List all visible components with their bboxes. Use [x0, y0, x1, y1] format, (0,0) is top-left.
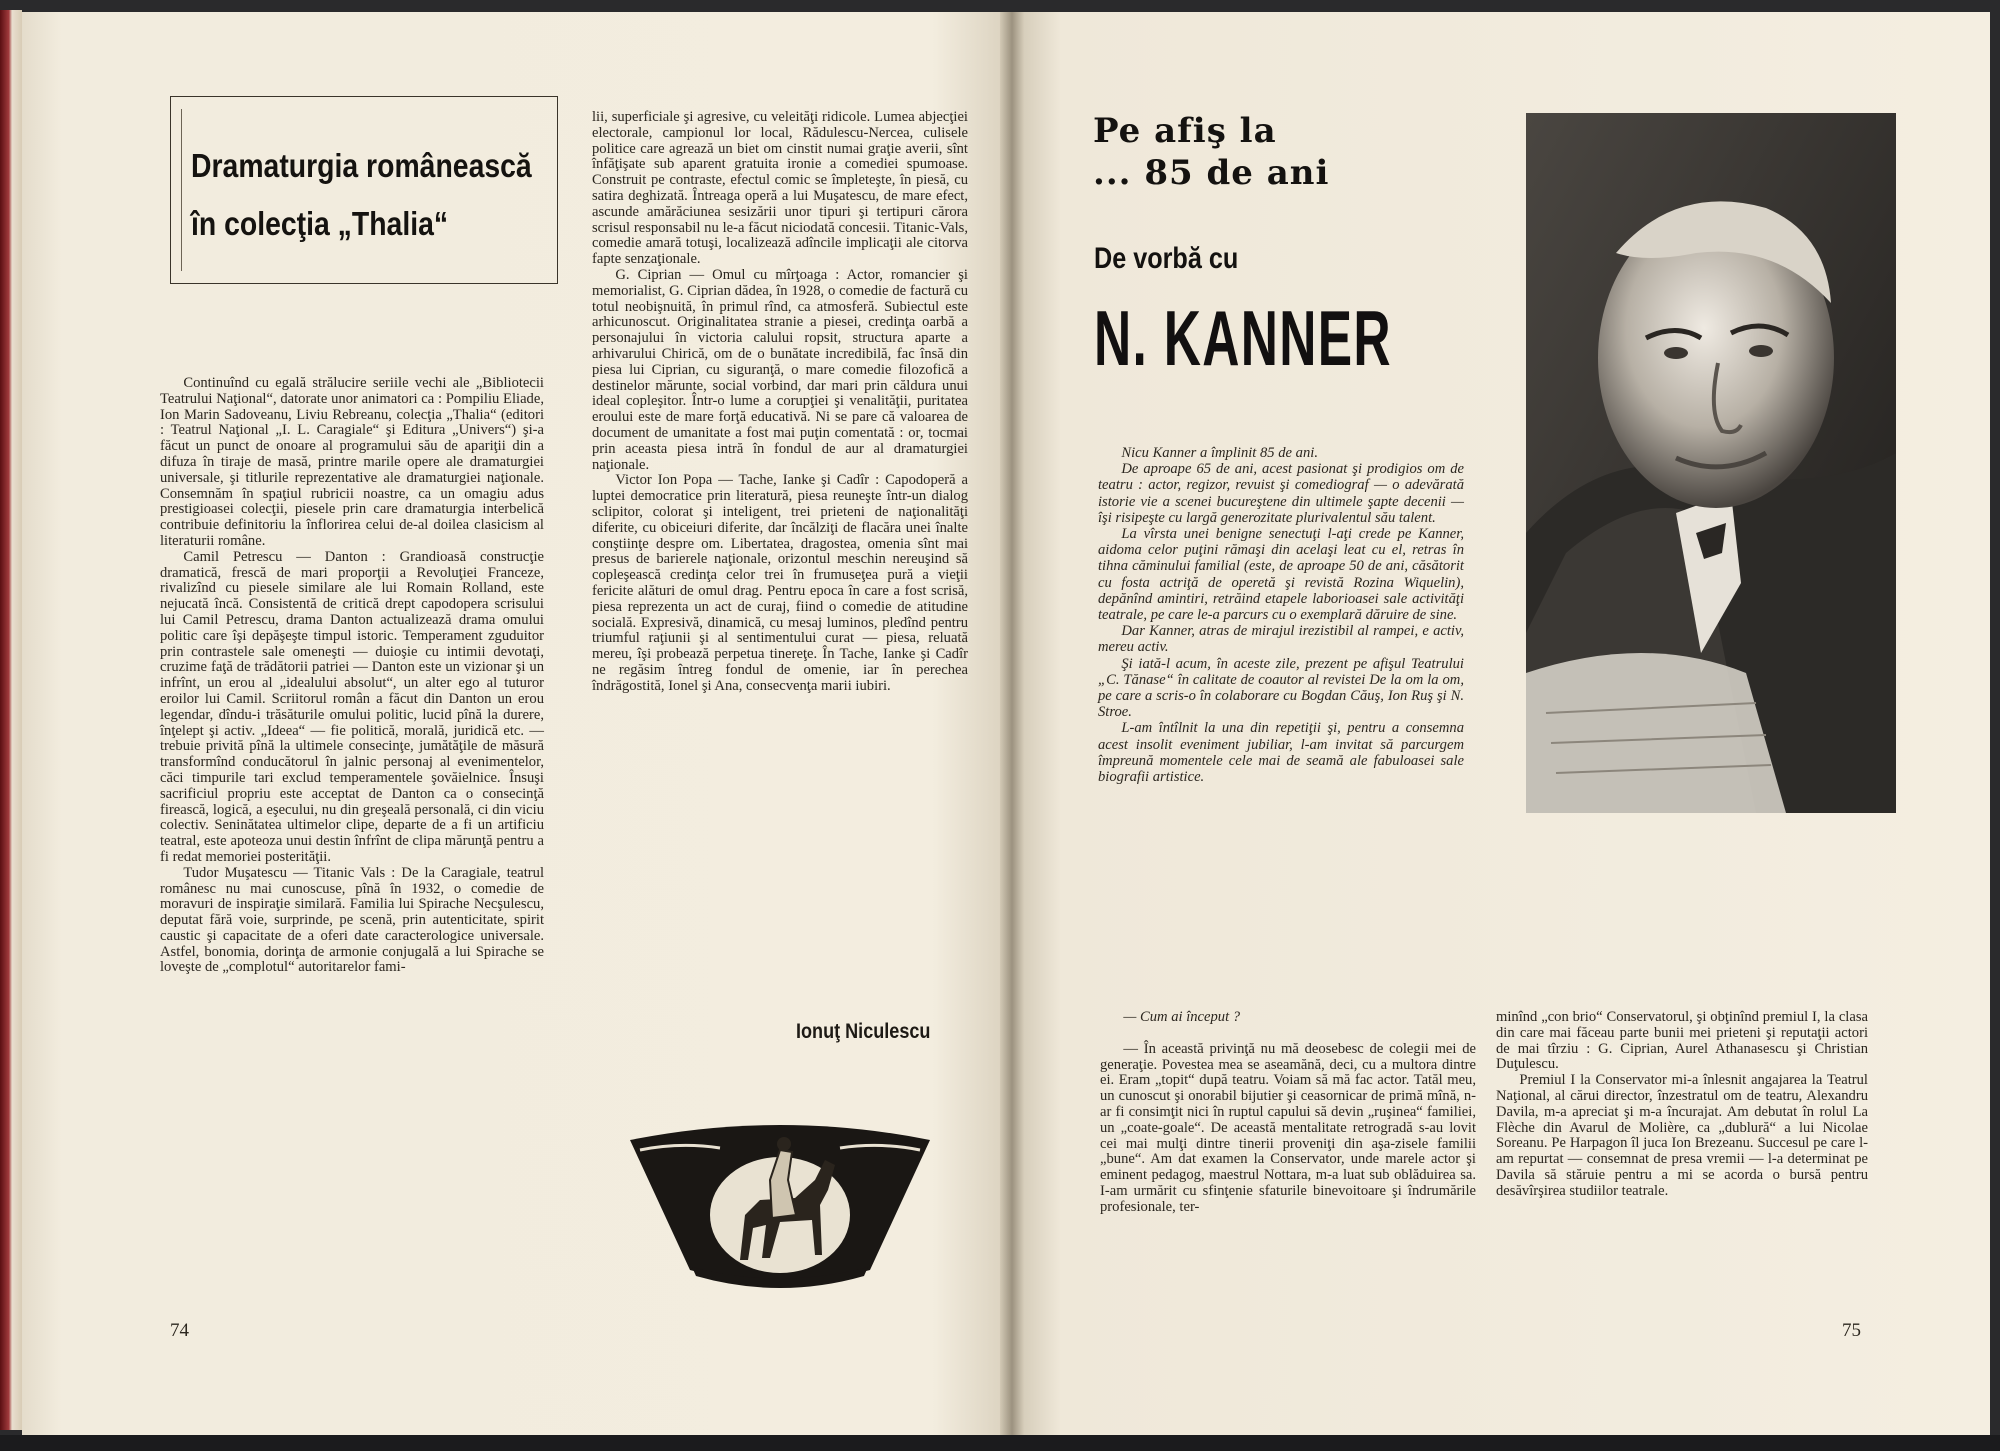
paragraph: Tudor Muşatescu — Titanic Vals : De la Caragiale, teatrul românesc nu mai cunoscuse, pînă în 1932, o comedie de moravuri de inspiraţie similară. Familia lui Spirache Necşulescu, deputat fără voie, surprinde, pe scenă, prin autenticitate, spirit caustic şi capacitate de a oferi date caracterologice universale. Astfel, bonomia, dorinţa de armonie conjugală a lui Spirache se loveşte de „complotul“ autoritarelor fami-	[160, 864, 544, 976]
vase-figure-image	[620, 1120, 940, 1300]
paragraph: Camil Petrescu — Danton : Grandioasă construcţie dramatică, frescă de mari proporţii a Revoluţiei Franceze, rivalizînd cu piesele similare ale lui Romain Rolland, este nejucată încă. Consistentă de critică drept capodopera scrisului lui Camil Petrescu, drama Danton actualizează drama omului politic care îşi depăşeşte timpul istoric. Temperament zguduitor prin contrastele sale omeneşti — duioşie cu intimii devotaţi, cruzime faţă de trădătorii patriei — Danton este un vizionar şi un infrînt, un erou al „idealului absolut“, un alter ego al tuturor eroilor lui Camil. Scriitorul român a făcut din Danton un erou legendar, dîndu-i trăsăturile omului politic, lucid pînă la durere, înţelept şi activ. „Ideea“ — fie politică, morală, juridică etc. — trebuie privită pînă la ultimele consecinţe, jumătăţile de măsură transformînd conducătorul în jalnic personaj al evenimentelor, căci timpurile tari exclud temperamentele şovăielnice. Însuşi sacrificiul propriu este acceptat de Danton ca o consecinţă firească, logică, a eşecului, nu din greşeală personală, ci din viciu colectiv. Seninătatea ultimelor clipe, departe de a fi un artificiu teatral, este apoteoza unui destin înfrînt de clipa mărunţă pentru a fi redat memoriei posterităţii.	[160, 548, 544, 865]
page-number: 74	[170, 1320, 189, 1341]
interview-answer: minînd „con brio“ Conservatorul, şi obţinînd premiul I, la clasa din care mai făceau parte bunii mei prieteni şi reputaţii actori de mai tîrziu : G. Ciprian, Aurel Athanasescu şi Christian Duţulescu.	[1496, 1009, 1868, 1073]
portrait-photo	[1526, 113, 1896, 813]
article-author: Ionuţ Niculescu	[796, 1020, 931, 1043]
intro-paragraph: Şi iată-l acum, în aceste zile, prezent pe afişul Teatrului „C. Tănase“ în calitate de coautor al revistei De la om la om, pe care a scris-o în colaborare cu Bogdan Căuş, Ion Ruş şi N. Stroe.	[1098, 655, 1464, 721]
book-cover-edge	[0, 10, 22, 1430]
left-column-2	[592, 110, 968, 694]
subheading: De vorbă cu	[1094, 242, 1239, 275]
paragraph: G. Ciprian — Omul cu mîrţoaga : Actor, romancier şi memorialist, G. Ciprian dădea, în 1928, o comedie de factură cu totul neobişnuită, în primul rînd, ca atmosferă. Subiectul este arhicunoscut. Originalitatea stranie a piesei, credinţa oarbă a personajului în victoria calului ropsit, structura aparte a arhivarului Chirică, om de o bunătate incredibilă, fac însă din piesa lui Ciprian, cu siguranţă, o mare comedie filozofică a destinelor mărunte, social vorbind, dar mari prin căldura unui ideal copleşitor. Într-o lume a corupţiei şi venalităţii, puritatea eroului este de mare forţă educativă. Ni se pare că valoarea de document de umanitate a fost mai puţin comentată : or, tocmai prin aceasta piesa intră în fondul de aur al dramaturgiei naţionale.	[592, 266, 968, 473]
paragraph: lii, superficiale şi agresive, cu veleităţi ridicole. Lumea abjecţiei electorale, campionul lor local, Rădulescu-Nercea, culisele politice care agrează un biet om cinstit numai graţie averii, sînt înfăţişate sub aparent gratuita ironie a comediei spumoase. Construit pe contraste, efectul comic se împleteşte, în piesă, cu satira deghizată. Întreaga operă a lui Muşatescu, de mare efect, ascunde amărăciunea sesizării unor tipuri şi tertipuri cărora scrisul responsabil nu le-a făcut niciodată concesii. Titanic-Vals, comedie amară totuşi, localizează adîncile implicaţii ale citorva fapte senzaţionale.	[592, 109, 968, 268]
paragraph: Continuînd cu egală strălucire seriile vechi ale „Bibliotecii Teatrului Naţional“, datorate unor animatori ca : Pompiliu Eliade, Ion Marin Sadoveanu, Liviu Rebreanu, colecţia „Thalia“ (editori : Teatrul Naţional „I. L. Caragiale“ şi Editura „Univers“) şi-a făcut un punct de onoare al programului său de apariţii din a difuza în tiraje de masă, printre marile opere ale dramaturgiei universale, şi titlurile reprezentative ale dramaturgiei naţionale. Consemnăm în spaţiul rubricii noastre, ca un omagiu adus prestigioasei colecţii, piesele prin care dramaturgia interbelică contribuie definitoriu la înflorirea celui de-al doilea clasicism al literaturii române.	[160, 375, 544, 549]
headline-kicker: Pe afiş la ... 85 de ani	[1093, 111, 1330, 193]
interview-intro	[1098, 445, 1464, 785]
left-column-1	[160, 376, 544, 976]
greek-vase-illustration	[620, 1120, 940, 1300]
paragraph: Victor Ion Popa — Tache, Ianke şi Cadîr : Capodoperă a luptei democratice prin literatură, piesa reuneşte într-un dialog sclipitor, colorat şi inteligent, trei prieteni de naţionalităţi diferite, cu obiceiuri diferite, dar încălziţi de flacăra unei înalte conştiinţe despre om. Libertatea, dragostea, omenia sînt mai presus de barierele naţionale, orizontul meschin nereuşind să copleşească credinţa celor trei în frumuseţea pură a vieţii fericite alături de omul drag. Pentru epoca în care a fost scrisă, piesa reprezenta un act de curaj, fiind o comedie de atitudine socială. Expresivă, dinamică, cu mesaj luminos, pledînd pentru triumful raţiunii şi al sentimentului curat — piesa, reluată mereu, îşi probează perpetua tinereţe. În Tache, Ianke şi Cadîr ne regăsim întreg fondul de omenie, iar în perechea îndrăgostită, Ionel şi Ana, consecvenţa marii iubiri.	[592, 472, 968, 694]
article-title: Dramaturgia românească în colecţia „Thalia“	[191, 147, 532, 242]
intro-paragraph: Dar Kanner, atras de mirajul irezistibil al rampei, e activ, mereu activ.	[1098, 623, 1464, 656]
intro-paragraph: Nicu Kanner a împlinit 85 de ani.	[1121, 445, 1318, 461]
interview-answer: — În această privinţă nu mă deosebesc de colegii mei de generaţie. Povestea mea se aseamănă, deci, cu a multora dintre ei. Eram „topit“ după teatru. Voiam să mă fac actor. Tatăl meu, un cunoscut şi onorabil bijutier şi ceasornicar de primă mînă, n-ar fi consimţit nici în ruptul capului să devin „ruşinea“ familiei, un „coate-goale“. De această mentalitate retrogradă s-au lovit cei mai mulţi dintre tinerii proveniţi din aşa-zisele familii „bune“. Am dat examen la Conservator, unde marele actor şi eminent pedagog, maestrul Nottara, m-a luat sub oblăduirea sa. I-am urmărit cu sfinţenie sfaturile binevoitoare şi îndrumările profesionale, ter-	[1100, 1040, 1476, 1215]
interview-answer: Premiul I la Conservator mi-a înlesnit angajarea la Teatrul Naţional, al cărui director, înzestratul om de teatru, Alexandru Davila, m-a apreciat şi m-a încurajat. Am debutat în rolul La Flèche din Avarul de Molière, ca „dublură“ a lui Nicolae Soreanu. Pe Harpagon îl juca Ion Brezeanu. Succesul pe care l-am repurtat — consemnat de presa vremii — l-a determinat pe Davila să stăruie pentru a mi se acorda o bursă pentru desăvîrşirea studiilor teatrale.	[1496, 1072, 1868, 1199]
article-title-box	[170, 96, 558, 284]
interview-column-2	[1496, 1010, 1868, 1200]
intro-paragraph: La vîrsta unei benigne senectuţi l-aţi crede pe Kanner, aidoma celor puţini rămaşi din acelaşi leat cu el, retras în tihna căminului familial (este, de aproape 50 de ani, căsătorit cu fosta actriţă de operetă şi revistă Rozina Wiquelin), depănînd amintiri, retrăind etapele laborioasei sale activităţi teatrale, pe care le-a parcurs cu o exemplară dăruire de sine.	[1098, 526, 1464, 624]
page-number: 75	[1842, 1320, 1861, 1341]
interview-column-1	[1100, 1010, 1476, 1216]
intro-paragraph: De aproape 65 de ani, acest pasionat şi prodigios om de teatru : actor, regizor, revuist şi comediograf — o adevărată istorie vie a scenei bucureştene din ultimele şapte decenii — îşi risipeşte cu largă generozitate plurivalentul său talent.	[1098, 461, 1464, 526]
portrait-image	[1526, 113, 1896, 813]
book-bottom-edge	[0, 1435, 2000, 1451]
book-gutter	[1000, 12, 1024, 1440]
interviewee-name: N. KANNER	[1094, 294, 1392, 382]
interview-question: — Cum ai început ?	[1123, 1009, 1241, 1025]
intro-paragraph: L-am întîlnit la una din repetiţii şi, pentru a consemna acest insolit eveniment jubiliar, l-am invitat să parcurgem împreună momentele cele mai de seamă ale fabuloasei sale biografii artistice.	[1098, 720, 1464, 786]
